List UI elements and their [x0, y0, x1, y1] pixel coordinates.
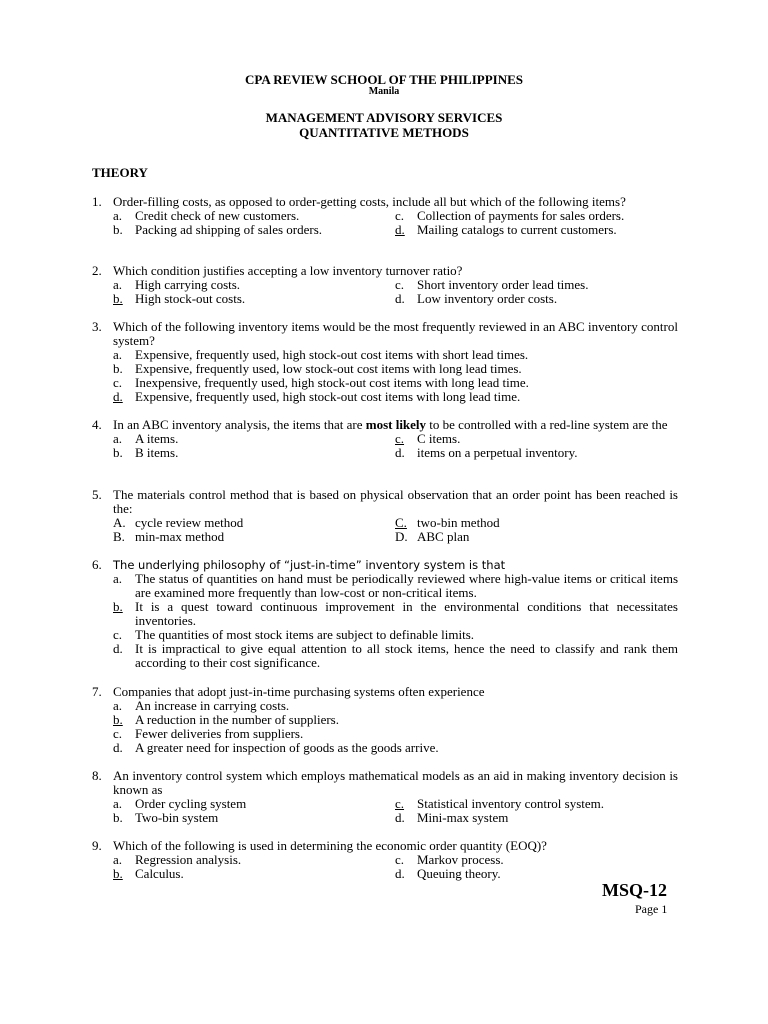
option-c-answer: C. two-bin method [395, 515, 500, 530]
emphasis-text: most likely [365, 417, 427, 432]
section-heading: THEORY [92, 165, 148, 180]
question-stem: The underlying philosophy of “just-in-time” inventory system is that [113, 558, 506, 572]
option-b-answer: b. A reduction in the number of suppliers. [113, 712, 339, 727]
option-b: b. Two-bin system [113, 810, 219, 825]
school-city: Manila [368, 86, 400, 97]
option-a: a. High carrying costs. [113, 277, 241, 292]
option-a: a. Expensive, frequently used, high stock-out cost items with short lead times. [113, 347, 529, 362]
question-stem: In an ABC inventory analysis, the items that are most likely to be controlled with a red-line system are the [113, 417, 668, 432]
option-b: b. B items. [113, 445, 179, 460]
question-3: 3. Which of the following inventory items would be the most frequently reviewed in an ABC inventory control system? a. Expensive, frequently used, high stock-out cost items with short lead times. b. Expensive, frequently used, low stock-out cost items with long lead times. c. Inexpensive, frequently used, high stock-out cost items with long lead time. d. Expensive, frequently used, high stock-out cost items with long lead time. [92, 319, 678, 404]
option-c: c. Fewer deliveries from suppliers. [113, 726, 304, 741]
option-d: D. ABC plan [395, 529, 470, 544]
option-b: B. min-max method [113, 529, 225, 544]
option-b: b. Expensive, frequently used, low stock-out cost items with long lead times. [113, 361, 522, 376]
option-b-answer: b. It is a quest toward continuous improvement in the environmental conditions that necessitates inventories. [113, 599, 678, 628]
option-a: a. Regression analysis. [113, 852, 242, 867]
question-stem: Which of the following is used in determining the economic order quantity (EOQ)? [113, 838, 547, 853]
option-d-answer: d. Mailing catalogs to current customers. [395, 222, 617, 237]
question-8: 8. An inventory control system which employs mathematical models as an aid in making inventory decision is known as a. Order cycling system c. Statistical inventory control system. b. Two-bin system d. Mini-max system [92, 768, 678, 825]
option-d: d. It is impractical to give equal attention to all stock items, hence the need to classify and rank them according to their cost significance. [113, 641, 678, 670]
question-stem: Order-filling costs, as opposed to order-getting costs, include all but which of the following items? [113, 194, 626, 209]
option-c: c. Collection of payments for sales orders. [395, 208, 625, 223]
option-b-answer: b. Calculus. [113, 866, 184, 881]
document-code: MSQ-12 [602, 880, 667, 900]
option-d: d. A greater need for inspection of goods as the goods arrive. [113, 740, 439, 755]
option-d: d. Low inventory order costs. [395, 291, 558, 306]
school-name: CPA REVIEW SCHOOL OF THE PHILIPPINES [245, 72, 523, 87]
option-c: c. The quantities of most stock items are subject to definable limits. [113, 627, 475, 642]
question-6: 6. The underlying philosophy of “just-in-time” inventory system is that a. The status of quantities on hand must be periodically reviewed where high-value items or critical items are examined more frequently than low-cost or non-critical items. b. It is a quest toward continuous improvement in the environmental conditions that necessitates inventories. c. The quantities of most stock items are subject to definable limits. d. It is impractical to give equal attention to all stock items, hence the need to classify and rank them according to their cost significance. [92, 557, 678, 670]
option-b: b. Packing ad shipping of sales orders. [113, 222, 323, 237]
option-c-answer: c. C items. [395, 431, 461, 446]
option-c: c. Inexpensive, frequently used, high stock-out cost items with long lead time. [113, 375, 529, 390]
question-stem: Companies that adopt just-in-time purchasing systems often experience [113, 684, 485, 699]
question-2: 2. Which condition justifies accepting a low inventory turnover ratio? a. High carrying costs. c. Short inventory order lead times. b. High stock-out costs. d. Low inventory order costs. [92, 264, 678, 306]
option-a: A. cycle review method [113, 515, 244, 530]
question-1 [92, 195, 678, 237]
question-number: 1. [92, 194, 102, 209]
option-a: a. Order cycling system [113, 796, 247, 811]
option-c: c. Markov process. [395, 852, 504, 867]
question-stem: Which condition justifies accepting a low inventory turnover ratio? [113, 263, 463, 278]
question-stem: The materials control method that is based on physical observation that an order point has been reached is the: [113, 487, 678, 516]
option-a: a. The status of quantities on hand must be periodically reviewed where high-value items or critical items are examined more frequently than low-cost or non-critical items. [113, 571, 678, 600]
question-9: 9. Which of the following is used in determining the economic order quantity (EOQ)? a. Regression analysis. c. Markov process. b. Calculus. d. Queuing theory. [92, 839, 678, 881]
question-4: 4. In an ABC inventory analysis, the items that are most likely to be controlled with a red-line system are the a. A items. c. C items. b. B items. d. items on a perpetual inventory. [92, 418, 678, 460]
question-stem: Which of the following inventory items would be the most frequently reviewed in an ABC inventory control system? [113, 319, 678, 348]
question-7: 7. Companies that adopt just-in-time purchasing systems often experience a. An increase in carrying costs. b. A reduction in the number of suppliers. c. Fewer deliveries from suppliers. d. A greater need for inspection of goods as the goods arrive. [92, 685, 678, 755]
option-d: d. Mini-max system [395, 810, 509, 825]
option-a: a. A items. [113, 431, 179, 446]
subject-title: MANAGEMENT ADVISORY SERVICES [265, 110, 503, 125]
option-c: c. Short inventory order lead times. [395, 277, 589, 292]
page-number: Page 1 [635, 902, 668, 916]
option-a: a. An increase in carrying costs. [113, 698, 290, 713]
option-d-answer: d. Expensive, frequently used, high stock-out cost items with long lead time. [113, 389, 521, 404]
option-d: d. Queuing theory. [395, 866, 501, 881]
option-a: a. Credit check of new customers. [113, 208, 300, 223]
topic-title: QUANTITATIVE METHODS [299, 125, 469, 140]
option-c-answer: c. Statistical inventory control system. [395, 796, 605, 811]
option-b-answer: b. High stock-out costs. [113, 291, 246, 306]
question-stem: An inventory control system which employs mathematical models as an aid in making inventory decision is known as [113, 768, 678, 797]
option-d: d. items on a perpetual inventory. [395, 445, 578, 460]
question-5: 5. The materials control method that is based on physical observation that an order point has been reached is the: A. cycle review method C. two-bin method B. min-max method D. ABC plan [92, 487, 678, 544]
